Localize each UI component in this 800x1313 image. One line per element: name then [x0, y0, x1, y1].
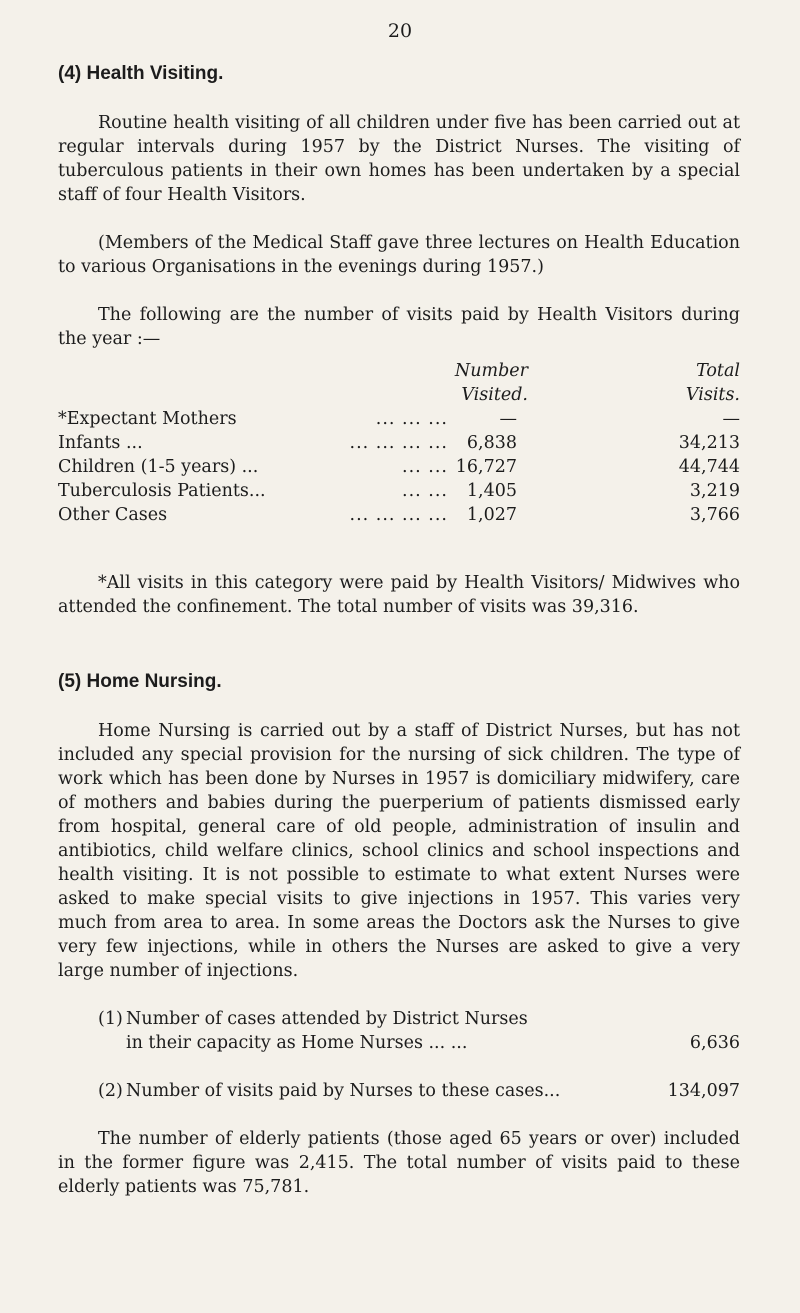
item-text: Number of visits paid by Nurses to these cases...	[126, 1081, 561, 1101]
page-number: 20	[387, 20, 413, 42]
row-visited: 6,838	[466, 433, 517, 453]
row-visited: 1,027	[466, 505, 517, 525]
row-leader-dots: ... ... ... ...	[349, 433, 448, 453]
section-4-paragraph-1: Routine health visiting of all children under five has been carried out at regular intervals during 1957 by the District Nurses. The visiting of tuberculous patients in their own homes has been undertaken by a special staff of four Health Visitors.	[58, 113, 740, 205]
item-number: (1)	[98, 1009, 123, 1029]
visits-table	[58, 359, 740, 525]
section-4-paragraph-2: (Members of the Medical Staff gave three lectures on Health Education to various Organisations in the evenings during 1957.)	[58, 233, 740, 277]
item-text-line2: in their capacity as Home Nurses ... ...	[126, 1033, 468, 1053]
col-number-visited-header	[408, 359, 528, 407]
row-label: *Expectant Mothers	[58, 409, 237, 429]
table-row	[58, 431, 740, 455]
row-leader-dots: ... ... ...	[375, 409, 448, 429]
col-number-header-line2: Visited.	[461, 385, 528, 405]
section-4-paragraph-3: The following are the number of visits paid by Health Visitors during the year :—	[58, 305, 740, 349]
row-total: 3,219	[689, 481, 740, 501]
item-value: 6,636	[689, 1033, 740, 1053]
nursing-item-1	[58, 1007, 740, 1055]
item-number: (2)	[98, 1081, 123, 1101]
row-leader-dots: ... ... ... ...	[349, 505, 448, 525]
row-label: Tuberculosis Patients...	[58, 481, 266, 501]
col-number-header-line1: Number	[454, 361, 528, 381]
row-total: 3,766	[689, 505, 740, 525]
col-total-header-line1: Total	[696, 361, 740, 381]
row-label: Children (1-5 years) ...	[58, 457, 259, 477]
row-label: Infants ...	[58, 433, 143, 453]
row-visited: 1,405	[466, 481, 517, 501]
row-label: Other Cases	[58, 505, 168, 525]
row-total: —	[722, 409, 740, 429]
row-visited: 16,727	[455, 457, 517, 477]
table-row	[58, 503, 740, 527]
row-visited: —	[499, 409, 517, 429]
visits-footnote: *All visits in this category were paid by Health Visitors/ Midwives who attended the confinement. The total number of visits was 39,316.	[58, 573, 740, 617]
table-row	[58, 479, 740, 503]
nursing-item-2	[58, 1079, 740, 1103]
row-total: 34,213	[678, 433, 740, 453]
table-row	[58, 407, 740, 431]
section-5-heading: (5) Home Nursing.	[58, 671, 222, 692]
col-total-visits-header	[620, 359, 740, 407]
col-total-header-line2: Visits.	[685, 385, 740, 405]
section-5-paragraph-2: The number of elderly patients (those aged 65 years or over) included in the former figure was 2,415. The total number of visits paid to these elderly patients was 75,781.	[58, 1129, 740, 1197]
row-total: 44,744	[678, 457, 740, 477]
row-leader-dots: ... ...	[402, 457, 448, 477]
row-leader-dots: ... ...	[402, 481, 448, 501]
section-5-paragraph-1: Home Nursing is carried out by a staff of District Nurses, but has not included any special provision for the nursing of sick children. The type of work which has been done by Nurses in 1957 is domiciliary midwifery, care of mothers and babies during the puerperium of patients dismissed early from hospital, general care of old people, administration of insulin and antibiotics, child welfare clinics, school clinics and school inspections and health visiting. It is not possible to estimate to what extent Nurses were asked to make special visits to give injections in 1957. This varies very much from area to area. In some areas the Doctors ask the Nurses to give very few injections, while in others the Nurses are asked to give a very large number of injections.	[58, 721, 740, 981]
item-value: 134,097	[667, 1081, 740, 1101]
item-text-line1: Number of cases attended by District Nurses	[126, 1009, 528, 1029]
table-row	[58, 455, 740, 479]
section-4-heading: (4) Health Visiting.	[58, 63, 224, 84]
